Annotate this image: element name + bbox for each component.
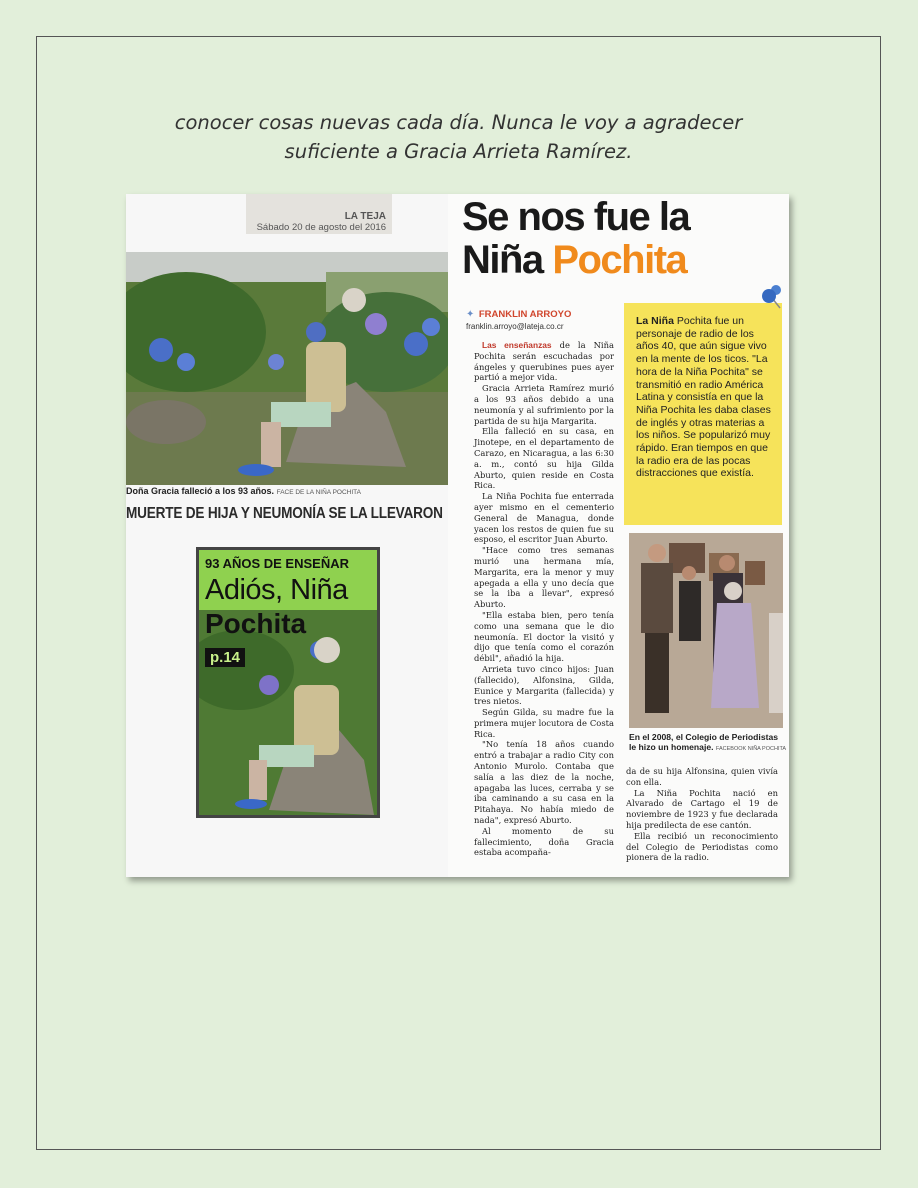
left-headline: MUERTE DE HIJA Y NEUMONÍA SE LA LLEVARON bbox=[126, 504, 443, 522]
homage-photo bbox=[629, 533, 783, 728]
byline-email: franklin.arroyo@lateja.co.cr bbox=[466, 322, 564, 331]
promo-line-2: Pochita bbox=[205, 608, 307, 639]
title-part-1: Se nos fue la bbox=[462, 195, 690, 239]
masthead-brand: LA TEJA bbox=[344, 211, 386, 222]
promo-photo bbox=[199, 610, 377, 815]
article-paragraph: da de su hija Alfonsina, quien vivía con ella. bbox=[626, 766, 778, 787]
photo-caption-text: Doña Gracia falleció a los 93 años. bbox=[126, 486, 275, 496]
article-column-2 bbox=[626, 766, 778, 863]
newspaper-clipping bbox=[126, 194, 789, 877]
article-paragraph: Gracia Arrieta Ramírez murió a los 93 años debido a una neumonía y al sufrimiento por la partida de su hija Margarita. bbox=[474, 383, 614, 426]
homage-caption-text: En el 2008, el Colegio de Periodistas le hizo un homenaje. bbox=[629, 732, 779, 752]
intro-text bbox=[36, 108, 881, 166]
homage-caption bbox=[629, 732, 787, 754]
photo-caption-credit: FACE DE LA NIÑA POCHITA bbox=[276, 489, 361, 496]
sidebar-box-bold: La Niña bbox=[636, 315, 674, 327]
article-paragraph: Según Gilda, su madre fue la primera mujer locutora de Costa Rica. bbox=[474, 707, 614, 739]
byline-name: FRANKLIN ARROYO bbox=[478, 309, 572, 320]
article-paragraph: La Niña Pochita fue enterrada ayer mismo en el cementerio General de Managua, donde yacen los restos de quien fue su esposo, el escritor Juan Aburto. bbox=[474, 491, 614, 545]
photo-caption bbox=[126, 486, 448, 500]
article-paragraph: Al momento de su fallecimiento, doña Gracia estaba acompaña- bbox=[474, 825, 614, 858]
promo-kicker: 93 AÑOS DE ENSEÑAR bbox=[205, 556, 349, 571]
article-paragraph: La Niña Pochita nació en Alvarado de Cartago el 19 de noviembre de 1923 y fue declarada hija predilecta de ese cantón. bbox=[626, 787, 778, 830]
pushpin-icon bbox=[760, 284, 786, 310]
intro-line-2: suficiente a Gracia Arrieta Ramírez. bbox=[284, 140, 633, 163]
title-part-2: Niña bbox=[462, 238, 543, 282]
promo-box bbox=[196, 547, 380, 818]
promo-line-1: Adiós, Niña bbox=[205, 574, 348, 606]
masthead bbox=[246, 194, 392, 234]
article-paragraph: "Hace como tres semanas murió una hermana mía, Margarita, era la menor y muy apegada a ella y uno decía que se la iba a llevar", expresó Aburto. bbox=[474, 545, 614, 610]
article-title bbox=[462, 196, 782, 282]
masthead-date: Sábado 20 de agosto del 2016 bbox=[256, 222, 386, 233]
article-paragraph: "Ella estaba bien, pero tenía como una semana que le dio neumonía. El doctor la visitó y dijo que tenía como el corazón débil", añadió la hija. bbox=[474, 609, 614, 664]
homage-caption-credit: FACEBOOK NIÑA POCHITA bbox=[715, 746, 787, 752]
byline bbox=[466, 304, 571, 331]
clipping-left-panel bbox=[126, 194, 448, 877]
title-part-3: Pochita bbox=[552, 238, 687, 282]
article-paragraph: Arrieta tuvo cinco hijos: Juan (fallecido), Alfonsina, Gilda, Eunice y Margarita (fallecida) y tres nietos. bbox=[474, 663, 614, 707]
sidebar-box-text: Pochita fue un personaje de radio de los años 40, que aún sigue vivo en la mente de los ticos. "La hora de la Niña Pochita" se transmitió en radio América Latina y consistía en que la Niña Pochita les daba clases de inglés y otras materias a los niños. Se popularizó muy rápido. Eran tiempos en que la radio era de las pocas distracciones que existía. bbox=[636, 315, 771, 480]
clipping-right-panel bbox=[448, 194, 789, 877]
article-column-1 bbox=[474, 340, 614, 858]
byline-diamond-icon: ✦ bbox=[466, 309, 475, 320]
article-lead-rest: de la Niña Pochita serán escuchadas por ángeles y querubines pues ayer partió a mejor vida. bbox=[474, 340, 614, 383]
article-paragraph: Ella recibió un reconocimiento del Colegio de Periodistas como pionera de la radio. bbox=[626, 830, 778, 863]
sidebar-box bbox=[624, 303, 782, 525]
article-lead: Las enseñanzas bbox=[482, 340, 552, 350]
garden-photo bbox=[126, 252, 448, 485]
intro-line-1: conocer cosas nuevas cada día. Nunca le voy a agradecer bbox=[174, 111, 743, 134]
article-paragraph: "No tenía 18 años cuando entró a trabajar a radio City con Antonio Murolo. Contaba que salía a las diez de la noche, apagaba las luces, cerraba y se iba caminando a su casa en la Pitahaya. No había miedo de nada", expresó Aburto. bbox=[474, 739, 614, 826]
article-paragraph: Ella falleció en su casa, en Jinotepe, en el departamento de Carazo, en Nicaragua, a las 6:30 a. m., contó su hija Gilda Aburto, quien reside en Costa Rica. bbox=[474, 426, 614, 491]
promo-page-ref: p.14 bbox=[205, 648, 245, 667]
